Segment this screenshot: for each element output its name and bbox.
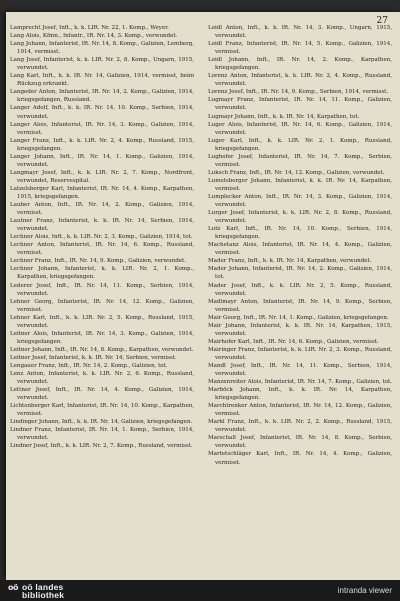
entry: Mair Georg, Inft., IR. Nr. 14, 1. Komp., Galizien, kriegsgefangen. — [208, 314, 389, 321]
entry: Lautner Franz, Infanterist, k. k. IR. Nr. 14, Serbien, 1914, verwundet. — [10, 218, 194, 233]
entry: Mairinger Franz, Infanterist, k. k. LIR. Nr. 2, 3. Komp., Russland, verwundet. — [208, 346, 392, 361]
entry: Manzenreiter Alois, Infanterist, IR. Nr. 14, 7. Komp., Galizien, tot. — [208, 379, 392, 386]
entry: Lumetsberger Johann, Infanterist, k. k. IR. Nr. 14, Karpathen, vermisst. — [208, 177, 392, 192]
entry: Lang Johann, Infanterist, IR. Nr. 14, 8. Komp., Galizien, Lemberg, 1914, vermisst. — [10, 41, 194, 56]
entry: Lugmayr Franz, Infanterist, IR. Nr. 14, 11. Komp., Galizien, verwundet. — [208, 97, 392, 112]
entry: Lorenz Josef, Inft., IR. Nr. 14, 9. Komp., Serbien, 1914, vermisst. — [208, 89, 389, 96]
entry: Leitner Alois, Infanterist, IR. Nr. 14, 3. Komp., Galizien, 1914, kriegsgefangen. — [10, 330, 194, 345]
entry: Langmayr Josef, Inft., k. k. LIR. Nr. 2, 7. Komp., Nordfront, verwundet, Reservespital. — [10, 169, 194, 184]
entry: Lindner Franz, Infanterist, IR. Nr. 14, 1. Komp., Serbien, 1914, verwundet. — [10, 427, 194, 442]
entry: Luger Karl, Inft., k. k. LIR. Nr. 2, 1. Komp., Russland, kriegsgefangen. — [208, 137, 392, 152]
entry: Loidl Franz, Infanterist, IR. Nr. 14, 5. Komp., Galizien, 1914, vermisst. — [208, 41, 392, 56]
entry: Lauber Anton, Inft., IR. Nr. 14, 2. Komp., Galizien, 1914, vermisst. — [10, 202, 194, 217]
logo-icon: oö — [8, 582, 18, 592]
viewer-label: intranda viewer — [337, 586, 392, 595]
entry: Markl Franz, Inft., k. k. LIR. Nr. 2, 2. Komp., Russland, 1915, verwundet. — [208, 419, 392, 434]
entry: Lenz Anton, Infanterist, k. k. LIR. Nr. 2, 6. Komp., Russland, verwundet. — [10, 371, 194, 386]
entry: Lengauer Franz, Inft., IR. Nr. 14, 2. Komp., Galizien, tot. — [10, 362, 168, 369]
entry: Mandl Josef, Inft., IR. Nr. 14, 11. Komp., Serbien, 1914, verwundet. — [208, 362, 392, 378]
entry: Mader Franz, Inft., k. k. IR. Nr. 14, Karpathen, verwundet. — [208, 258, 372, 265]
entry: Madlmayr Anton, Infanterist, IR. Nr. 14, 9. Komp., Serbien, vermisst. — [208, 298, 392, 313]
entry: Langer Alois, Infanterist, IR. Nr. 14, 3. Komp., Galizien, 1914, vermisst. — [10, 121, 194, 136]
entry: Lurger Josef, Infanterist, k. k. LIR. Nr. 2, 8. Komp., Russland, verwundet. — [208, 210, 392, 225]
entry: Lorenz Anton, Infanterist, k. k. LIR. Nr. 2, 4. Komp., Russland, verwundet. — [208, 73, 392, 88]
entry: Lehner Karl, Inft., k. k. LIR. Nr. 2, 5. Komp., Russland, 1915, verwundet. — [10, 314, 194, 329]
entry: Luksch Franz, Inft., IR. Nr. 14, 12. Komp., Galizien, verwundet. — [208, 169, 385, 176]
entry: Lechner Anton, Infanterist, IR. Nr. 14, 6. Komp., Russland, vermisst. — [10, 242, 194, 257]
entry: Latzelsberger Karl, Infanterist, IR. Nr. 14, 4. Komp., Karpathen, 1915, kriegsgefangen. — [10, 185, 194, 200]
entry: Leitner Johann, Inft., IR. Nr. 14, 8. Komp., Karpathen, verwundet. — [10, 346, 194, 353]
entry: Lughofer Josef, Infanterist, IR. Nr. 14, 7. Komp., Serbien, vermisst. — [208, 153, 392, 168]
entry: Lechner Franz, Inft., IR. Nr. 14, 9. Komp., Galizien, verwundet. — [10, 258, 186, 265]
entry: Loidl Johann, Inft., IR. Nr. 14, 2. Komp., Karpathen, kriegsgefangen. — [208, 57, 392, 72]
entry: Lettner Josef, Inft., IR. Nr. 14, 4. Komp., Galizien, 1914, verwundet. — [10, 387, 194, 402]
entry: Mader Josef, Inft., k. k. LIR. Nr. 2, 5. Komp., Russland, verwundet. — [208, 282, 392, 297]
logo-line1: oö landes — [22, 581, 64, 592]
entry: Machetanz Alois, Infanterist, IR. Nr. 14, 4. Komp., Galizien, vermisst. — [208, 242, 392, 257]
entry: Lumplecker Anton, Inft., IR. Nr. 14, 3. Komp., Galizien, 1914, verwundet. — [208, 193, 392, 209]
entry: Lechner Alois, Inft., k. k. LIR. Nr. 2, 3. Komp., Galizien, 1914, tot. — [10, 234, 193, 241]
entry: Langer Franz, Inft., k. k. LIR. Nr. 2, 4. Komp., Russland, 1915, kriegsgefangen. — [10, 137, 194, 152]
viewer-footer — [0, 580, 400, 601]
entry: Leitner Josef, Infanterist, k. k. IR. Nr. 14, Serbien, vermisst. — [10, 354, 177, 361]
entry: Marschall Josef, Infanterist, IR. Nr. 14, 8. Komp., Serbien, verwundet. — [208, 435, 392, 450]
entry: Lichtenberger Karl, Infanterist, IR. Nr. 14, 10. Komp., Karpathen, vermisst. — [10, 403, 194, 418]
entry: Lutz Karl, Inft., IR. Nr. 14, 10. Komp., Serbien, 1914, kriegsgefangen. — [208, 226, 392, 241]
logo-line2: bibliothek — [22, 589, 65, 600]
entry: Mairhofer Karl, Inft., IR. Nr. 14, 6. Komp., Galizien, vermisst. — [208, 338, 379, 345]
entry: Lindinger Johann, Inft., k. k. IR. Nr. 14, Galizien, kriegsgefangen. — [10, 419, 193, 426]
entry: Langer Adolf, Inft., k. k. IR. Nr. 14, 10. Komp., Serbien, 1914, verwundet. — [10, 105, 194, 120]
scanned-page — [6, 12, 400, 580]
entry: Mader Johann, Infanterist, IR. Nr. 14, 2. Komp., Galizien, 1914, tot. — [208, 266, 392, 281]
entry: Mair Johann, Infanterist, k. k. IR. Nr. 14, Karpathen, 1915, verwundet. — [208, 322, 392, 337]
page-number: 27 — [376, 16, 388, 26]
entry: Martetschläger Karl, Inft., IR. Nr. 14, 4. Komp., Galizien, vermisst. — [208, 451, 392, 466]
entry: Langeder Anton, Infanterist, IR. Nr. 14, 2. Komp., Galizien, 1914, kriegsgefangen, Russland. — [10, 89, 194, 104]
entry: Marchtrenker Anton, Infanterist, IR. Nr. 14, 12. Komp., Galizien, vermisst. — [208, 403, 392, 418]
entry: Lindner Josef, Inft., k. k. LIR. Nr. 2, 7. Komp., Russland, vermisst. — [10, 443, 193, 450]
entry: Lechner Johann, Infanterist, k. k. LIR. Nr. 2, 1. Komp., Karpathen, kriegsgefangen. — [10, 266, 194, 281]
right-column — [208, 24, 392, 467]
entry: Lang Karl, Inft., k. k. IR. Nr. 14, Galizien, 1914, vermisst, beim Rückzug erkrankt. — [10, 73, 194, 88]
entry: Lang Josef, Infanterist, k. k. LIR. Nr. 2, 8. Komp., Ungarn, 1915, verwundet. — [10, 57, 194, 72]
entry: Loidl Anton, Inft., k. k. IR. Nr. 14, 3. Komp., Ungarn, 1915, verwundet. — [208, 25, 392, 40]
left-column — [10, 24, 194, 450]
entry: Marböck Johann, Inft., k. k. IR. Nr. 14, Karpathen, kriegsgefangen. — [208, 387, 392, 402]
entry: Lamprecht Josef, Inft., k. k. LIR. Nr. 22, 1. Komp., Weyer. — [10, 25, 169, 31]
entry: Lehner Georg, Infanterist, IR. Nr. 14, 12. Komp., Galizien, vermisst. — [10, 298, 194, 313]
entry: Lugmayr Johann, Inft., k. k. IR. Nr. 14, Karpathen, tot. — [208, 113, 360, 120]
entry: Lang Alois, Kfmn., Infantr., IR. Nr. 14, 3. Komp., verwundet. — [10, 33, 178, 40]
entry: Luger Alois, Infanterist, IR. Nr. 14, 6. Komp., Galizien, 1914, verwundet. — [208, 121, 392, 136]
library-logo[interactable] — [8, 580, 64, 601]
entry: Lederer Josef, Inft., IR. Nr. 14, 11. Komp., Serbien, 1914, verwundet. — [10, 282, 194, 297]
entry: Langer Johann, Inft., IR. Nr. 14, 1. Komp., Galizien, 1914, verwundet. — [10, 153, 194, 168]
